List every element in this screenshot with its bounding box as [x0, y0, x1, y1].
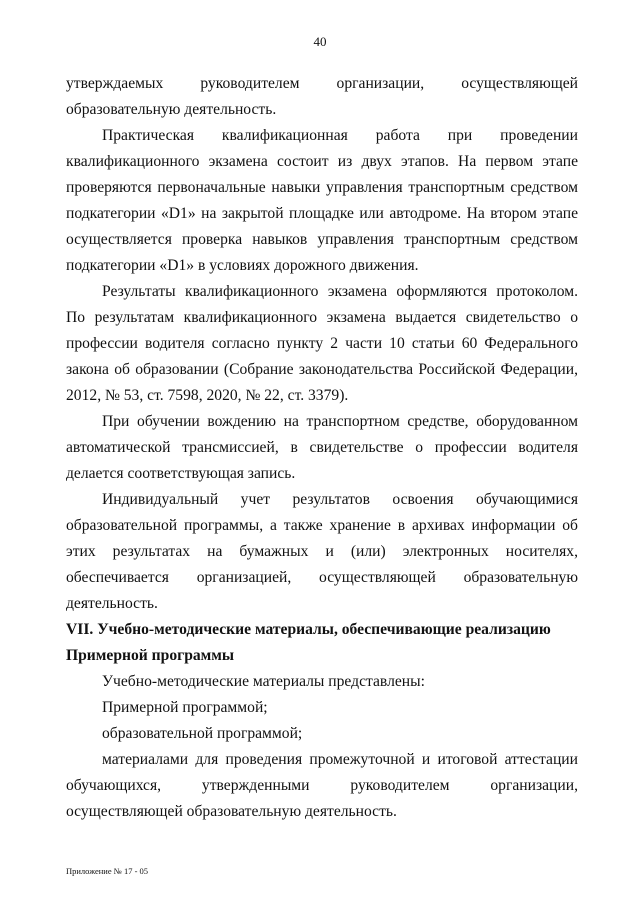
paragraph-exam-results: Результаты квалификационного экзамена оформляются протоколом. По результатам квалификационного экзамена выдается свидетельство о профессии водителя согласно пункту 2 части 10 статьи 60 Федерального закона об образовании (Собрание законодательства Российской Федерации, 2012, № 53, ст. 7598, 2020, № 22, ст. 3379).	[66, 283, 578, 404]
page-number: 40	[313, 34, 327, 49]
paragraph-practical-work: Практическая квалификационная работа при проведении квалификационного экзамена состоит из двух этапов. На первом этапе проверяются первоначальные навыки управления транспортным средством подкатегории «D1» на закрытой площадке или автодроме. На втором этапе осуществляется проверка навыков управления транспортным средством подкатегории «D1» в условиях дорожного движения.	[66, 127, 578, 274]
paragraph-individual-records: Индивидуальный учет результатов освоения обучающимися образовательной программы, а также хранение в архивах информации об этих результатах на бумажных и (или) электронных носителях, обеспечивается организацией, осуществляющей образовательную деятельность.	[66, 491, 578, 612]
paragraph-automatic-transmission: При обучении вождению на транспортном средстве, оборудованном автоматической трансмиссией, в свидетельстве о профессии водителя делается соответствующая запись.	[66, 413, 578, 482]
footer-attachment-note: Приложение № 17 - 05	[66, 866, 149, 876]
document-body	[66, 71, 578, 825]
section-heading-line-2: Примерной программы	[66, 647, 235, 664]
paragraph-materials-intro: Учебно-методические материалы представлены:	[102, 673, 425, 690]
list-item-sample-program: Примерной программой;	[102, 699, 268, 716]
list-item-educational-program: образовательной программой;	[102, 725, 303, 742]
section-heading-line-1: VII. Учебно-методические материалы, обеспечивающие реализацию	[66, 621, 551, 638]
list-item-attestation-materials: материалами для проведения промежуточной и итоговой аттестации обучающихся, утвержденными руководителем организации, осуществляющей образовательную деятельность.	[66, 751, 578, 820]
paragraph-continuation: утверждаемых руководителем организации, осуществляющей образовательную деятельность.	[66, 75, 578, 118]
